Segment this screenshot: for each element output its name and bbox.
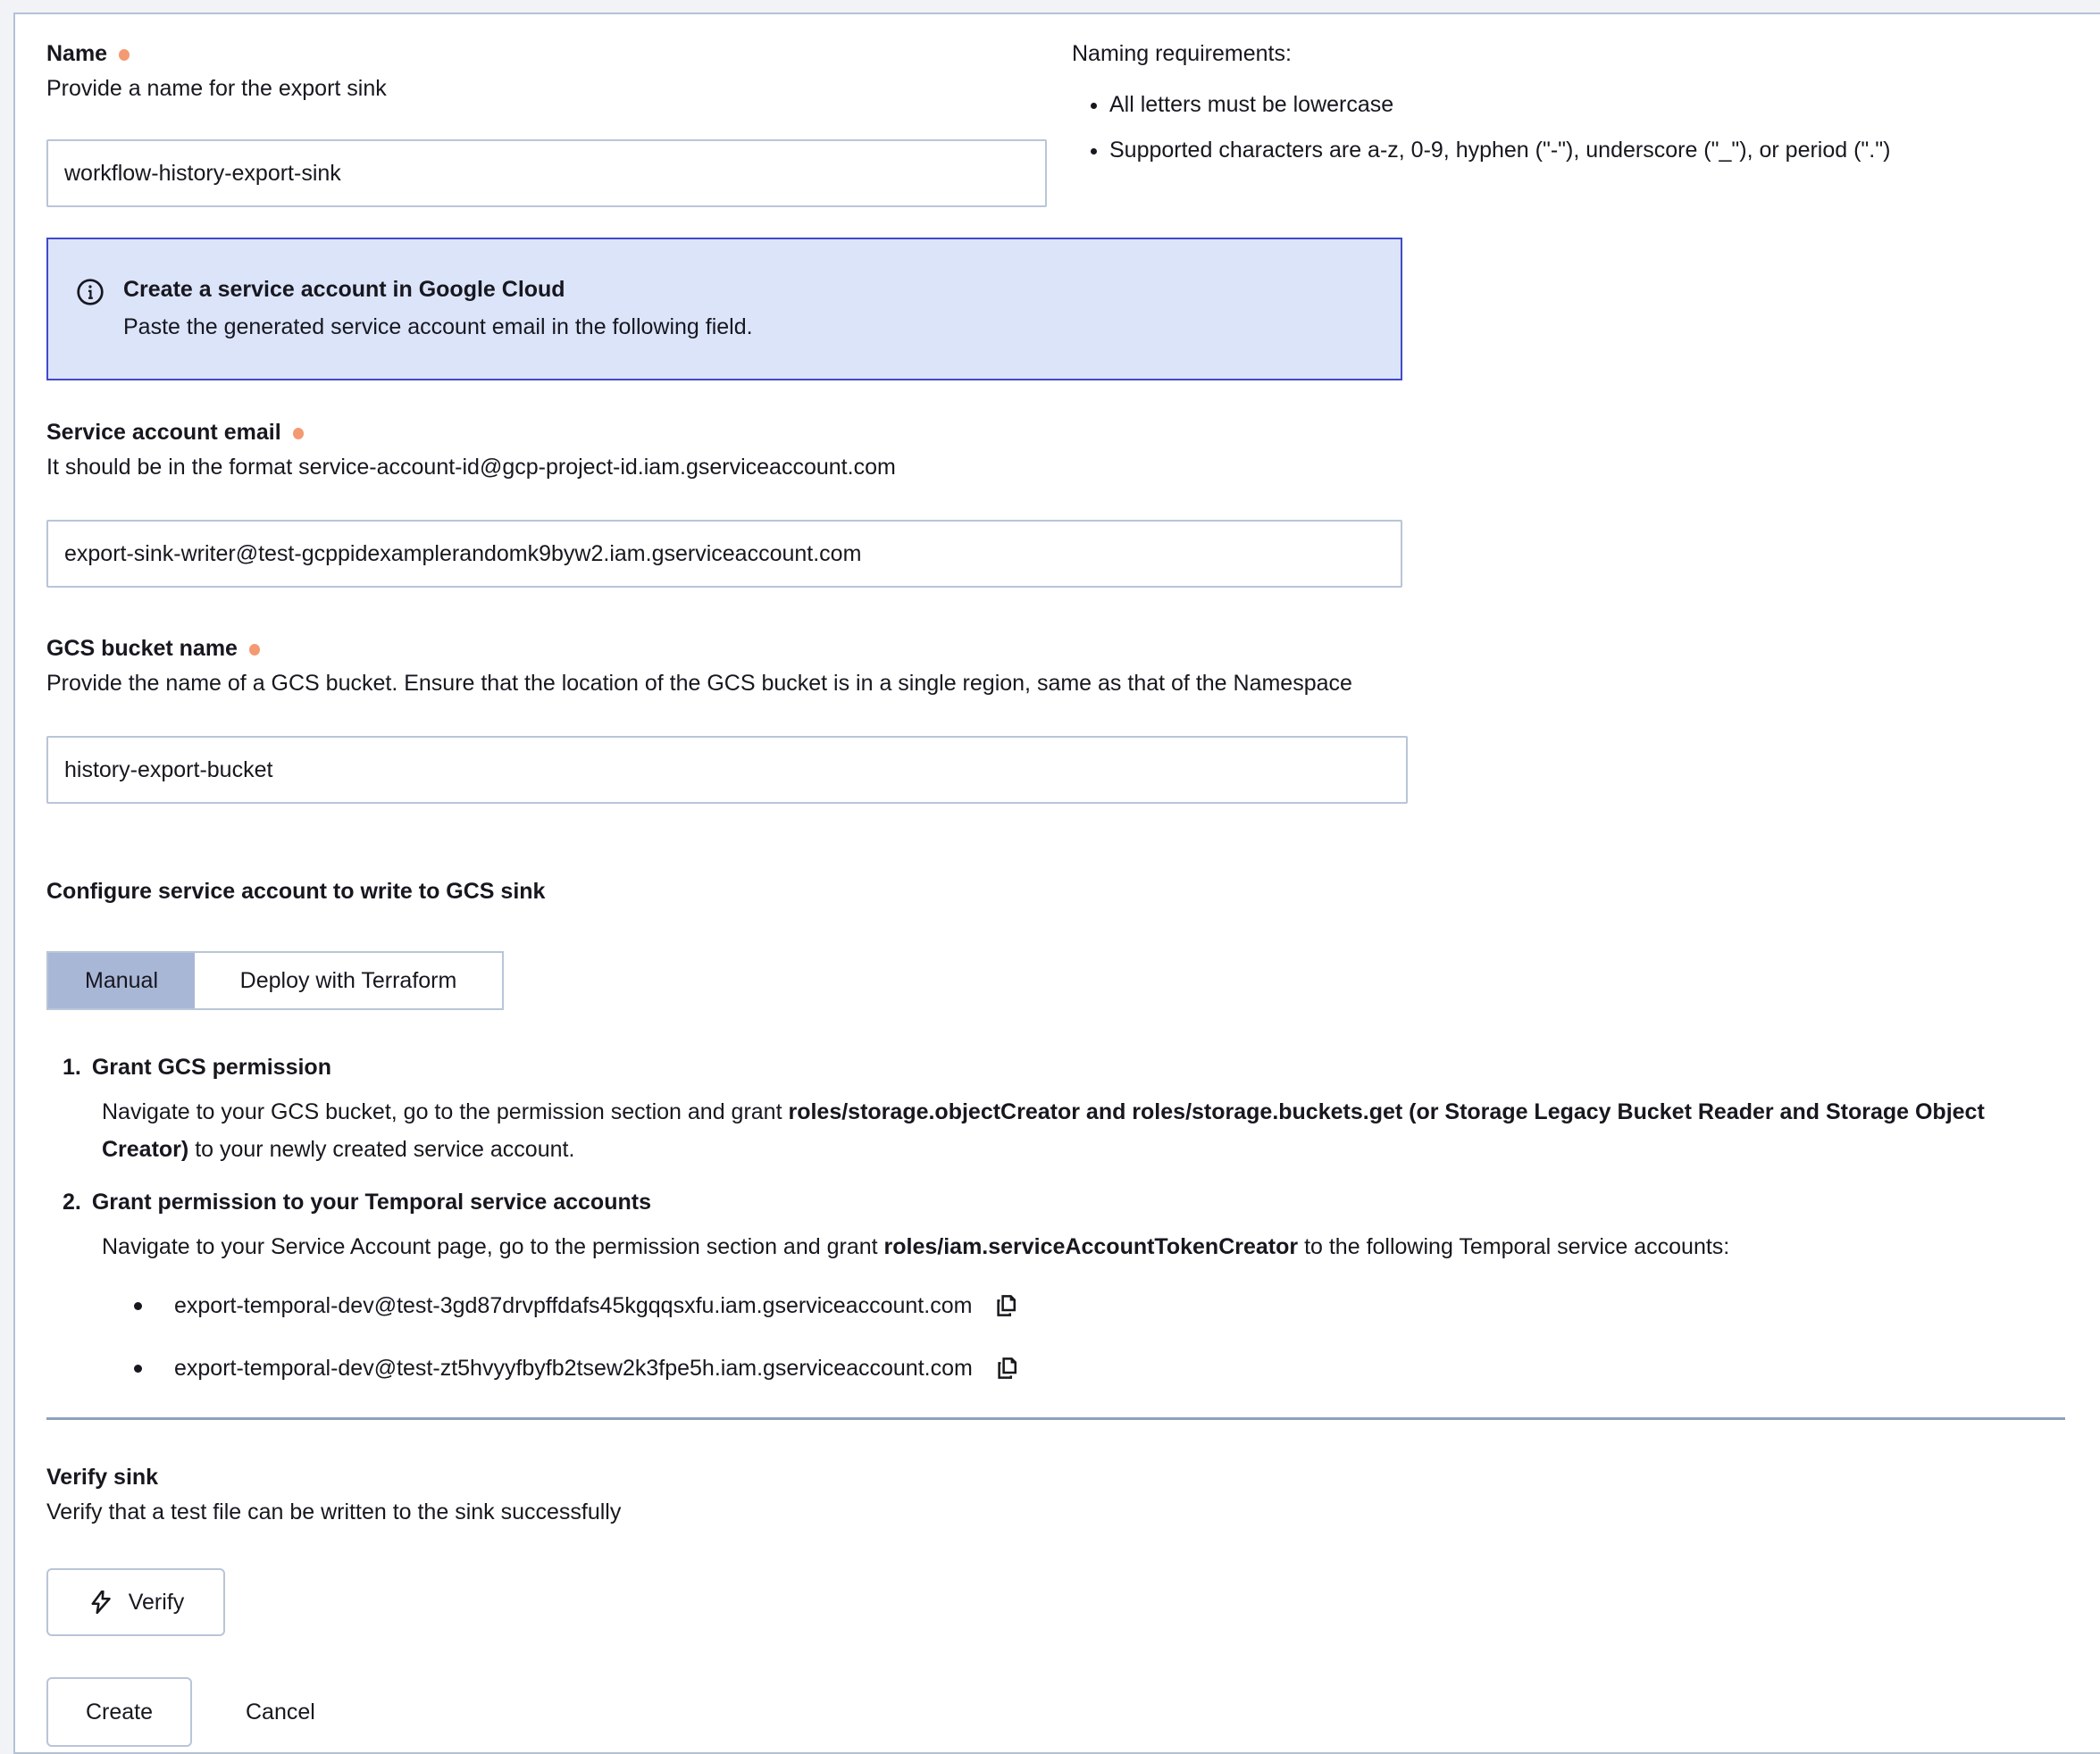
step-1-body (102, 1093, 2049, 1168)
verify-button-label: Verify (128, 1589, 185, 1615)
name-field-label: Name (46, 41, 108, 66)
service-account-label-row (46, 420, 2100, 446)
bullet-icon (134, 1302, 142, 1310)
service-account-description: It should be in the format service-account-id@gcp-project-id.iam.gserviceaccount.com (46, 455, 896, 480)
naming-requirements-list (1072, 92, 2100, 163)
tab-deploy-with-terraform[interactable]: Deploy with Terraform (195, 953, 502, 1008)
section-divider (46, 1417, 2065, 1420)
naming-requirement-item: • All letters must be lowercase (1109, 92, 2100, 118)
step-2-text-after: to the following Temporal service accounts: (1298, 1234, 1730, 1259)
verify-button[interactable] (46, 1568, 225, 1636)
info-circle-icon (75, 277, 105, 379)
copy-icon (993, 1292, 1020, 1319)
step-2-title: Grant permission to your Temporal service accounts (91, 1190, 651, 1215)
required-dot-icon (293, 428, 304, 439)
step-1-text-after: to your newly created service account. (188, 1137, 575, 1162)
bucket-label-row (46, 636, 2100, 662)
step-1-number: 1. (63, 1055, 81, 1080)
export-sink-form (13, 13, 2100, 1754)
step-1-roles: roles/storage.objectCreator and roles/storage.buckets.get (or Storage Legacy Bucket Reader and Storage Object Creator) (102, 1099, 1985, 1162)
required-dot-icon (119, 49, 130, 61)
gcs-bucket-input[interactable] (46, 736, 1408, 804)
name-input[interactable] (46, 139, 1047, 207)
list-item (134, 1355, 2100, 1382)
name-field-description: Provide a name for the export sink (46, 76, 387, 101)
temporal-service-account-email: export-temporal-dev@test-zt5hvyyfbyfb2tsew2k3fpe5h.iam.gserviceaccount.com (174, 1355, 973, 1381)
temporal-service-account-email: export-temporal-dev@test-3gd87drvpffdafs45kgqqsxfu.iam.gserviceaccount.com (174, 1292, 973, 1318)
bullet-icon (134, 1365, 142, 1373)
temporal-service-account-list (134, 1292, 2100, 1382)
verify-section-title: Verify sink (46, 1465, 159, 1490)
step-2-number: 2. (63, 1190, 81, 1215)
step-2-text: Navigate to your Service Account page, go to the permission section and grant (102, 1234, 884, 1259)
step-1-title: Grant GCS permission (91, 1055, 331, 1080)
cancel-button[interactable]: Cancel (246, 1699, 315, 1725)
naming-requirements-title: Naming requirements: (1072, 41, 1292, 66)
naming-requirement-item: • Supported characters are a-z, 0-9, hyphen ("-"), underscore ("_"), or period (".") (1109, 138, 2100, 163)
info-banner-description: Paste the generated service account email in the following field. (123, 314, 753, 339)
tab-manual[interactable]: Manual (48, 953, 195, 1008)
verify-section-description: Verify that a test file can be written to the sink successfully (46, 1499, 622, 1524)
info-banner-title: Create a service account in Google Cloud (123, 277, 565, 302)
bucket-description: Provide the name of a GCS bucket. Ensure that the location of the GCS bucket is in a single region, same as that of the Namespace (46, 671, 1352, 696)
list-item (134, 1292, 2100, 1319)
step-2-body (102, 1228, 2049, 1265)
service-account-email-input[interactable] (46, 520, 1402, 588)
permission-steps (46, 1055, 2100, 1382)
copy-icon (994, 1355, 1021, 1382)
step-1-text: Navigate to your GCS bucket, go to the permission section and grant (102, 1099, 789, 1124)
naming-requirements (1072, 41, 2100, 183)
create-button[interactable]: Create (46, 1677, 192, 1747)
info-banner (46, 238, 1402, 380)
form-actions (46, 1677, 2100, 1747)
configure-tab-group (46, 951, 504, 1010)
required-dot-icon (249, 644, 260, 656)
copy-button[interactable] (993, 1292, 1020, 1319)
copy-button[interactable] (994, 1355, 1021, 1382)
lightning-bolt-icon (88, 1589, 114, 1616)
step-1-title-row (46, 1055, 2100, 1081)
bucket-label: GCS bucket name (46, 636, 238, 661)
step-2-title-row (46, 1190, 2100, 1215)
step-2-role: roles/iam.serviceAccountTokenCreator (883, 1234, 1299, 1259)
service-account-label: Service account email (46, 420, 281, 445)
info-banner-text (123, 277, 753, 379)
configure-section-title: Configure service account to write to GCS sink (46, 879, 546, 904)
